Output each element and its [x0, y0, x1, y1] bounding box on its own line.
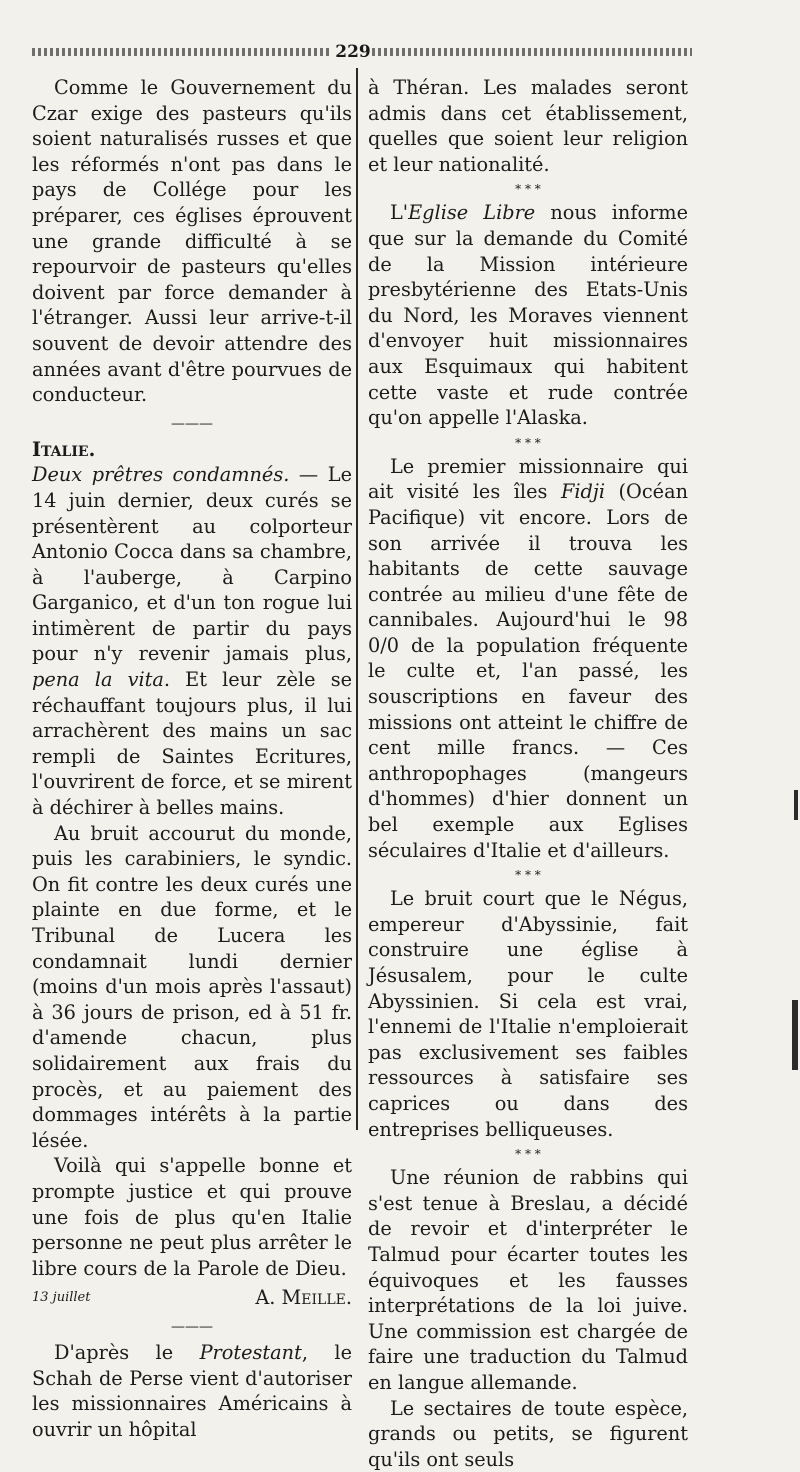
paragraph-czar: Comme le Gouvernement du Czar exige des pasteurs qu'ils soient naturalisés russes et que les réformés n'ont pas dans le pays de Collége pour les préparer, ces églises éprouvent une grande difficulté à se repourvoir de pasteurs qu'elles doivent par force demander à l'étranger. Aussi leur arrive-t-il souvent de devoir attendre des années avant d'être pourvues de conducteur.: [32, 75, 352, 408]
header-rule-left: [32, 48, 330, 56]
text-italic: Protestant: [200, 1341, 302, 1364]
asterism: [368, 871, 688, 880]
page-number: 229: [333, 42, 373, 62]
asterism-stars: * * *: [368, 185, 688, 194]
paragraph-schah: [32, 1340, 352, 1442]
scan-edge-mark: [792, 1000, 798, 1070]
text-part: nous informe que sur la demande du Comité de la Mission intérieure presbytérienne des Etats-Unis du Nord, les Moraves viennent d'envoyer huit missionnaires aux Esquimaux qui habitent cette vaste et rude contrée qu'on appelle l'Alaska.: [368, 201, 688, 429]
asterism: [368, 185, 688, 194]
text-part: — Le 14 juin dernier, deux curés se présentèrent au colporteur Antonio Cocca dans sa chambre, à l'auberge, à Carpino Garganico, et d'un ton rogue lui intimèrent de partir du pays pour n'y revenir jamais plus,: [32, 463, 352, 665]
text-part: , le Schah de Perse vient d'autoriser les missionnaires Américains à ouvrir un hôpital: [32, 1341, 352, 1441]
scan-edge-mark: [794, 790, 798, 820]
paragraph-sectaires: Le sectaires de toute espèce, grands ou petits, se figurent qu'ils ont seuls: [368, 1396, 688, 1472]
column-divider: [356, 68, 358, 1130]
asterism: [368, 439, 688, 448]
text-part: . Et leur zèle se réchauffant toujours plus, il lui arrachèrent des mains un sac rempli de Saintes Ecritures, l'ouvrirent de force, et se mirent à déchirer à belles mains.: [32, 668, 352, 819]
right-column: [368, 75, 688, 1472]
text-italic: Eglise Libre: [408, 201, 535, 224]
signature: A. Meille.: [255, 1285, 352, 1311]
text-part: Le premier missionnaire qui ait visité les îles: [368, 455, 688, 504]
paragraph-rabbins: Une réunion de rabbins qui s'est tenue à Breslau, a décidé de revoir et d'interpréter le Talmud pour écarter toutes les équivoques et les fausses interprétations de la loi juive. Une commission est chargée de faire une traduction du Talmud en langue allemande.: [368, 1165, 688, 1395]
paragraph-eglise-libre: [368, 200, 688, 430]
paragraph-negus: Le bruit court que le Négus, empereur d'Abyssinie, fait construire une église à Jésusalem, pour le culte Abyssinien. Si cela est vrai, l'ennemi de l'Italie n'emploierait pas exclusivement ses faibles ressources à satisfaire ses caprices ou dans des entreprises belliqueuses.: [368, 886, 688, 1142]
asterism: [368, 1150, 688, 1159]
paragraph-voila: Voilà qui s'appelle bonne et prompte justice et qui prouve une fois de plus qu'en Italie personne ne peut plus arrêter le libre cours de la Parole de Dieu.: [32, 1153, 352, 1281]
header-rule-right: [372, 48, 692, 56]
date: 13 juillet: [32, 1285, 90, 1311]
paragraph-au-bruit: Au bruit accourut du monde, puis les carabiniers, le syndic. On fit contre les deux curés une plainte en due forme, et le Tribunal de Lucera les condamnait lundi dernier (moins d'un mois après l'assaut) à 36 jours de prison, ed à 51 fr. d'amende chacun, plus solidairement aux frais du procès, et au paiement des dommages intérêts à la partie lésée.: [32, 821, 352, 1154]
text-part: D'après le: [54, 1341, 200, 1364]
separator-rule: ———: [32, 1320, 352, 1334]
paragraph-fidji: [368, 454, 688, 864]
headline: Deux prêtres condamnés.: [32, 463, 289, 486]
left-column: [32, 75, 352, 1442]
text-part: L': [390, 201, 408, 224]
separator-rule: ———: [32, 417, 352, 431]
paragraph-theran: à Théran. Les malades seront admis dans cet établissement, quelles que soient leur religion et leur nationalité.: [368, 75, 688, 177]
paragraph-deux-pretres: [32, 462, 352, 820]
section-title-italie: Italie.: [32, 437, 352, 463]
text-italic: pena la vita: [32, 668, 164, 691]
asterism-stars: * * *: [368, 1150, 688, 1159]
asterism-stars: * * *: [368, 439, 688, 448]
text-italic: Fidji: [561, 480, 605, 503]
asterism-stars: * * *: [368, 871, 688, 880]
signature-line: [32, 1285, 352, 1311]
text-part: (Océan Pacifique) vit encore. Lors de son arrivée il trouva les habitants de cette sauvage contrée au milieu d'une fête de cannibales. Aujourd'hui le 98 0/0 de la population fréquente le culte et, l'an passé, les souscriptions en faveur des missions ont atteint le chiffre de cent mille francs. — Ces anthropophages (mangeurs d'hommes) d'hier donnent un bel exemple aux Eglises séculaires d'Italie et d'ailleurs.: [368, 480, 688, 861]
